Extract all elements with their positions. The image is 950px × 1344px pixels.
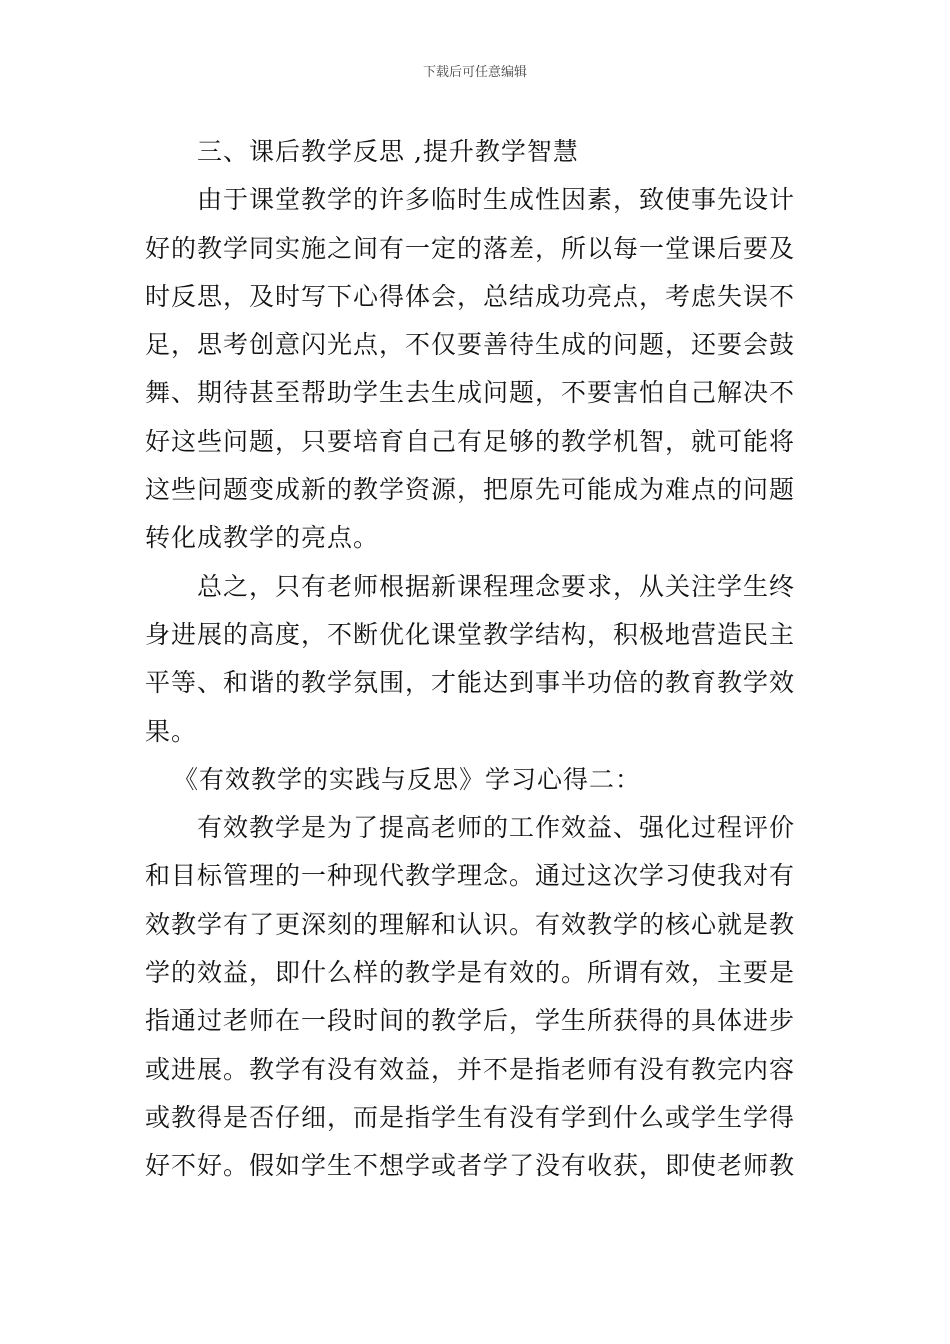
document-body (145, 128, 810, 1191)
paragraph-reflection: 由于课堂教学的许多临时生成性因素，致使事先设计好的教学同实施之间有一定的落差，所以每一堂课后要及时反思，及时写下心得体会，总结成功亮点，考虑失误不足，思考创意闪光点，不仅要善待生成的问题，还要会鼓舞、期待甚至帮助学生去生成问题，不要害怕自己解决不好这些问题，只要培育自己有足够的教学机智，就可能将这些问题变成新的教学资源，把原先可能成为难点的问题转化成教学的亮点。 (145, 185, 796, 553)
paragraph-conclusion: 总之，只有老师根据新课程理念要求，从关注学生终身进展的高度，不断优化课堂教学结构，积极地营造民主平等、和谐的教学氛围，才能达到事半功倍的教育教学效果。 (145, 571, 796, 746)
section-heading: 三、课后教学反思 ,提升教学智慧 (197, 137, 579, 166)
paragraph-effective-teaching: 有效教学是为了提高老师的工作效益、强化过程评价和目标管理的一种现代教学理念。通过这次学习使我对有效教学有了更深刻的理解和认识。有效教学的核心就是教学的效益，即什么样的教学是有效的。所谓有效，主要是指通过老师在一段时间的教学后，学生所获得的具体进步或进展。教学有没有效益，并不是指老师有没有教完内容或教得是否仔细，而是指学生有没有学到什么或学生学得好不好。假如学生不想学或者学了没有收获，即使老师教 (145, 813, 796, 1181)
subtitle-learning-notes: 《有效教学的实践与反思》学习心得二： (173, 764, 642, 794)
page-header-note: 下载后可任意编辑 (422, 65, 527, 80)
